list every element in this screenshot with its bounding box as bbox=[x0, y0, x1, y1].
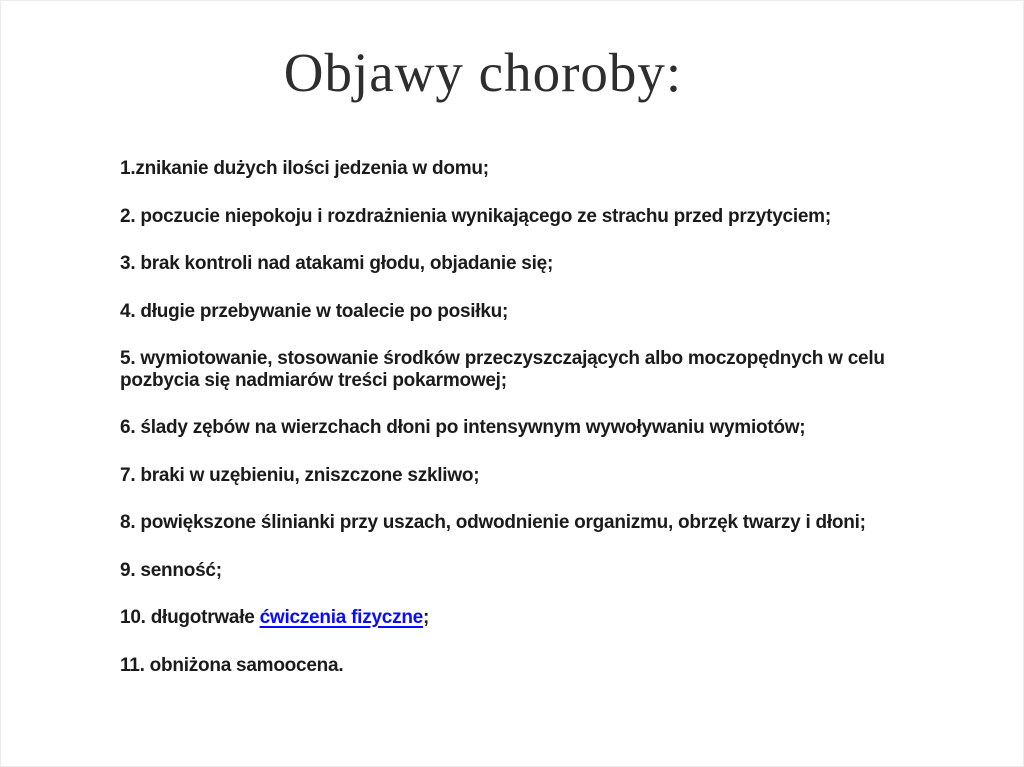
list-item: 3. brak kontroli nad atakami głodu, objadanie się; bbox=[120, 253, 554, 274]
list-item: 6. ślady zębów na wierzchach dłoni po intensywnym wywoływaniu wymiotów; bbox=[120, 417, 806, 438]
list-item: 4. długie przebywanie w toalecie po posiłku; bbox=[120, 300, 509, 322]
list-item: 8. powiększone ślinianki przy uszach, odwodnienie organizmu, obrzęk twarzy i dłoni; bbox=[120, 512, 866, 533]
title-area bbox=[1, 41, 965, 104]
list-item bbox=[120, 607, 967, 629]
slide-title: Objawy choroby: bbox=[283, 42, 683, 103]
list-item-text: 10. długotrwałe bbox=[120, 607, 260, 628]
list-item: 1.znikanie dużych ilości jedzenia w domu; bbox=[120, 158, 489, 179]
list-item: 5. wymiotowanie, stosowanie środków przeczyszczających albo moczopędnych w celu pozbycia się nadmiarów treści pokarmowej; bbox=[120, 348, 885, 391]
physical-exercise-link[interactable]: ćwiczenia fizyczne bbox=[259, 607, 423, 628]
list-item: 9. senność; bbox=[120, 559, 222, 581]
list-item: 11. obniżona samoocena. bbox=[120, 654, 344, 676]
list-item: 2. poczucie niepokoju i rozdrażnienia wynikającego ze strachu przed przytyciem; bbox=[120, 205, 831, 227]
list-item-text: ; bbox=[423, 607, 430, 628]
symptom-list bbox=[120, 158, 967, 702]
list-item: 7. braki w uzębieniu, zniszczone szkliwo; bbox=[120, 464, 480, 486]
